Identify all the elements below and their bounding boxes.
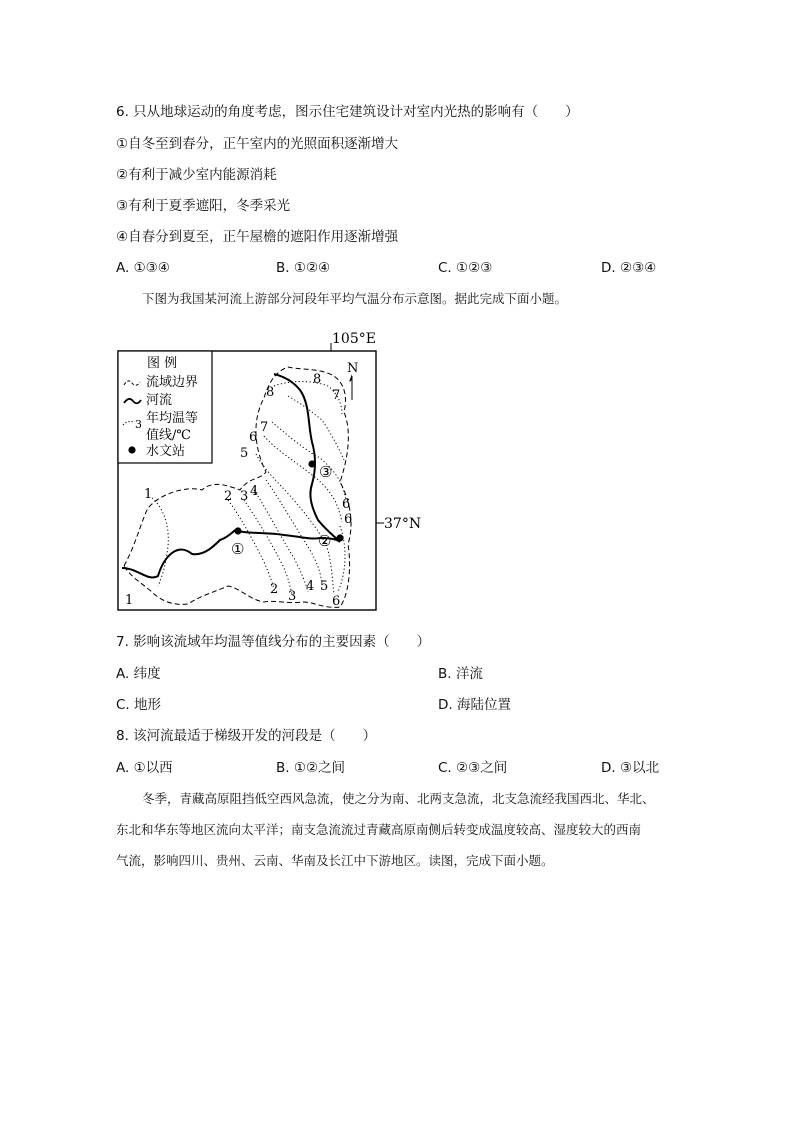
legend-isotherm-sample-value: 3 (135, 418, 142, 431)
latitude-label: 37°N (384, 516, 422, 532)
q6-option-b[interactable]: B. ①②④ (276, 260, 331, 276)
station-3-label: ③ (319, 463, 333, 481)
station-1-icon (234, 527, 241, 534)
intro-paragraph-2-line-2: 东北和华东等地区流向太平洋；南支急流流过青藏高原南侧后转变成温度较高、湿度较大的西南 (116, 822, 642, 837)
station-2-label: ② (318, 532, 332, 550)
legend-isotherm-line1: 年均温等 (146, 411, 199, 426)
q6-statement-4: ④自春分到夏至，正午屋檐的遮阳作用逐渐增强 (116, 229, 399, 245)
isotherm-label: 6 (344, 512, 353, 527)
isotherm-label: 8 (313, 372, 322, 387)
q8-option-c[interactable]: C. ②③之间 (438, 760, 508, 776)
legend-basin-boundary: 流域边界 (146, 375, 199, 390)
q6-option-c[interactable]: C. ①②③ (438, 260, 493, 276)
q6-statement-2: ②有利于减少室内能源消耗 (116, 167, 277, 183)
isotherm-label: 8 (266, 385, 275, 400)
q6-option-d[interactable]: D. ②③④ (601, 260, 657, 276)
q8-option-a[interactable]: A. ①以西 (116, 760, 173, 776)
isotherm-label: 6 (332, 594, 341, 609)
q6-statement-1: ①自冬至到春分，正午室内的光照面积逐渐增大 (116, 136, 399, 152)
isotherm-label: 3 (288, 589, 297, 604)
isotherm-label: 3 (240, 489, 249, 504)
q8-stem: 8. 该河流最适于梯级开发的河段是（ ） (116, 728, 377, 744)
isotherm-label: 5 (320, 579, 329, 594)
q6-statement-3: ③有利于夏季遮阳，冬季采光 (116, 198, 291, 214)
north-label: N (347, 361, 359, 376)
legend-river: 河流 (146, 393, 173, 408)
isotherm-label: 2 (224, 489, 233, 504)
q7-option-b[interactable]: B. 洋流 (438, 666, 483, 682)
q6-stem: 6. 只从地球运动的角度考虑，图示住宅建筑设计对室内光热的影响有（ ） (116, 104, 579, 120)
station-2-icon (336, 534, 343, 541)
station-1-label: ① (231, 540, 245, 558)
q7-stem: 7. 影响该流域年均温等值线分布的主要因素（ ） (116, 634, 431, 650)
isotherm-label: 4 (250, 484, 259, 499)
legend-title: 图 例 (147, 356, 178, 371)
isotherm-label: 7 (260, 420, 269, 435)
intro-paragraph-2-line-1: 冬季，青藏高原阻挡低空西风急流，使之分为南、北两支急流，北支急流经我国西北、华北、 (142, 791, 655, 806)
isotherm-label: 4 (306, 579, 315, 594)
isotherm-label: 2 (270, 582, 279, 597)
isotherm-label: 7 (332, 388, 341, 403)
q7-option-d[interactable]: D. 海陆位置 (438, 697, 511, 713)
q6-option-a[interactable]: A. ①③④ (116, 260, 170, 276)
q7-option-c[interactable]: C. 地形 (116, 697, 162, 713)
station-3-icon (308, 460, 315, 467)
isotherm-label: 5 (240, 446, 249, 461)
station-legend-icon (128, 446, 135, 453)
intro-paragraph-1: 下图为我国某河流上游部分河段年平均气温分布示意图。据此完成下面小题。 (142, 291, 568, 306)
isotherm-label: 1 (144, 487, 153, 502)
isotherm-label: 6 (249, 430, 258, 445)
isotherm-label: 1 (125, 593, 134, 608)
legend-isotherm-line2: 值线/℃ (146, 428, 191, 443)
q8-option-b[interactable]: B. ①②之间 (276, 760, 346, 776)
isotherm-label: 6 (342, 497, 351, 512)
intro-paragraph-2-line-3: 气流，影响四川、贵州、云南、华南及长江中下游地区。读图，完成下面小题。 (116, 853, 554, 868)
q7-option-a[interactable]: A. 纬度 (116, 666, 161, 682)
longitude-label: 105°E (332, 331, 376, 347)
legend-station: 水文站 (146, 444, 186, 459)
q8-option-d[interactable]: D. ③以北 (601, 760, 660, 776)
isotherm-map (116, 330, 436, 616)
